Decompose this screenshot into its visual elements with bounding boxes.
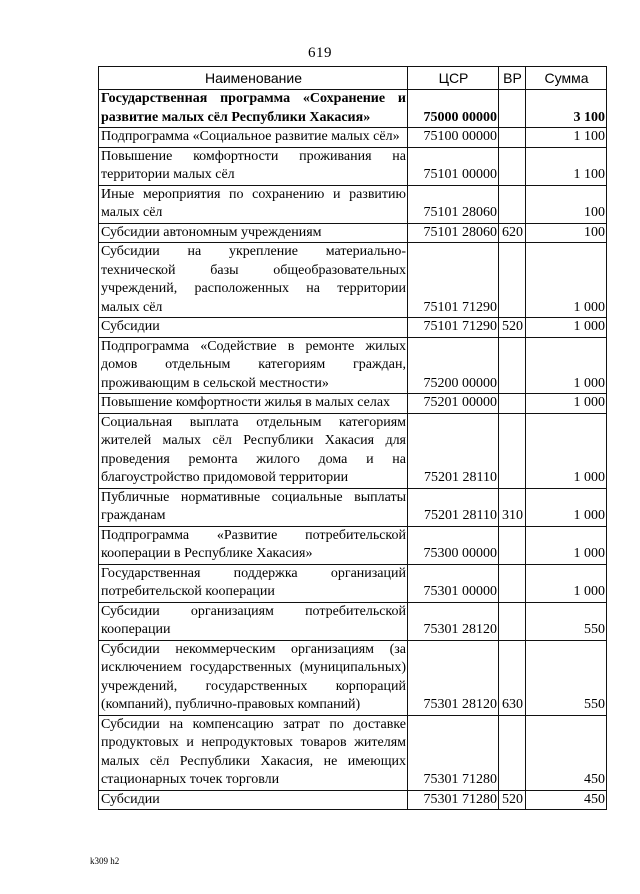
table-row: [99, 128, 607, 148]
row-name: Повышение комфортности проживания на территории малых сёл: [99, 147, 408, 185]
table-row: [99, 640, 607, 715]
row-csr: 75201 00000: [408, 394, 499, 414]
row-csr: 75101 71290: [408, 243, 499, 318]
row-vr: [499, 394, 526, 414]
row-csr: 75000 00000: [408, 90, 499, 128]
row-sum: 1 000: [526, 337, 607, 394]
row-sum: 100: [526, 223, 607, 243]
row-vr: [499, 243, 526, 318]
table-row: [99, 90, 607, 128]
row-name: Повышение комфортности жилья в малых селах: [99, 394, 408, 414]
row-vr: [499, 185, 526, 223]
table-row: [99, 413, 607, 488]
row-name: Государственная программа «Сохранение и развитие малых сёл Республики Хакасия»: [99, 90, 408, 128]
row-name: Субсидии: [99, 318, 408, 338]
page-number: 619: [308, 45, 332, 61]
row-sum: 1 000: [526, 243, 607, 318]
row-csr: 75300 00000: [408, 526, 499, 564]
row-name: Субсидии на компенсацию затрат по доставке продуктовых и непродуктовых товаров жителям малых сёл Республики Хакасия, не имеющих стационарных точек торговли: [99, 715, 408, 790]
table-row: [99, 223, 607, 243]
row-vr: 310: [499, 488, 526, 526]
row-vr: [499, 128, 526, 148]
row-name: Субсидии некоммерческим организациям (за исключением государственных (муниципальных) учреждений, государственных корпораций (компаний), публично-правовых компаний): [99, 640, 408, 715]
row-name: Подпрограмма «Развитие потребительской кооперации в Республике Хакасия»: [99, 526, 408, 564]
row-csr: 75200 00000: [408, 337, 499, 394]
row-csr: 75301 71280: [408, 715, 499, 790]
row-vr: 520: [499, 318, 526, 338]
table-row: [99, 488, 607, 526]
row-sum: 1 100: [526, 147, 607, 185]
row-csr: 75101 71290: [408, 318, 499, 338]
row-csr: 75301 28120: [408, 640, 499, 715]
table-header-row: [99, 67, 607, 90]
row-name: Социальная выплата отдельным категориям жителей малых сёл Республики Хакасия для проведения ремонта жилого дома и на благоустройство придомовой территории: [99, 413, 408, 488]
row-sum: 1 000: [526, 394, 607, 414]
row-csr: 75101 00000: [408, 147, 499, 185]
row-sum: 450: [526, 715, 607, 790]
row-vr: [499, 90, 526, 128]
row-vr: [499, 564, 526, 602]
footer-code: k309 h2: [90, 856, 120, 866]
header-sum: Сумма: [526, 67, 607, 90]
table-row: [99, 790, 607, 810]
row-name: Субсидии организациям потребительской кооперации: [99, 602, 408, 640]
table-row: [99, 564, 607, 602]
row-vr: 630: [499, 640, 526, 715]
row-name: Публичные нормативные социальные выплаты гражданам: [99, 488, 408, 526]
row-name: Подпрограмма «Социальное развитие малых сёл»: [99, 128, 408, 148]
row-name: Субсидии на укрепление материально-технической базы общеобразовательных учреждений, расположенных на территории малых сёл: [99, 243, 408, 318]
row-sum: 100: [526, 185, 607, 223]
row-sum: 3 100: [526, 90, 607, 128]
table-row: [99, 715, 607, 790]
row-name: Подпрограмма «Содействие в ремонте жилых домов отдельным категориям граждан, проживающим в сельской местности»: [99, 337, 408, 394]
row-vr: [499, 337, 526, 394]
row-sum: 1 000: [526, 318, 607, 338]
table-row: [99, 147, 607, 185]
table-row: [99, 526, 607, 564]
row-sum: 550: [526, 640, 607, 715]
row-csr: 75301 71280: [408, 790, 499, 810]
row-vr: 620: [499, 223, 526, 243]
row-vr: [499, 526, 526, 564]
row-sum: 1 100: [526, 128, 607, 148]
row-vr: [499, 602, 526, 640]
table-row: [99, 243, 607, 318]
row-name: Государственная поддержка организаций потребительской кооперации: [99, 564, 408, 602]
row-csr: 75201 28110: [408, 413, 499, 488]
row-csr: 75301 00000: [408, 564, 499, 602]
row-name: Иные мероприятия по сохранению и развитию малых сёл: [99, 185, 408, 223]
row-vr: [499, 147, 526, 185]
row-name: Субсидии: [99, 790, 408, 810]
row-csr: 75101 28060: [408, 185, 499, 223]
row-sum: 1 000: [526, 413, 607, 488]
row-vr: [499, 715, 526, 790]
table-row: [99, 185, 607, 223]
row-sum: 450: [526, 790, 607, 810]
header-csr: ЦСР: [408, 67, 499, 90]
budget-table: [98, 66, 607, 810]
row-csr: 75201 28110: [408, 488, 499, 526]
row-csr: 75100 00000: [408, 128, 499, 148]
row-sum: 1 000: [526, 564, 607, 602]
row-name: Субсидии автономным учреждениям: [99, 223, 408, 243]
table-row: [99, 318, 607, 338]
header-name: Наименование: [99, 67, 408, 90]
table-row: [99, 337, 607, 394]
row-csr: 75101 28060: [408, 223, 499, 243]
row-sum: 550: [526, 602, 607, 640]
row-vr: 520: [499, 790, 526, 810]
row-vr: [499, 413, 526, 488]
row-sum: 1 000: [526, 526, 607, 564]
header-vr: ВР: [499, 67, 526, 90]
table-row: [99, 602, 607, 640]
table-row: [99, 394, 607, 414]
row-sum: 1 000: [526, 488, 607, 526]
row-csr: 75301 28120: [408, 602, 499, 640]
